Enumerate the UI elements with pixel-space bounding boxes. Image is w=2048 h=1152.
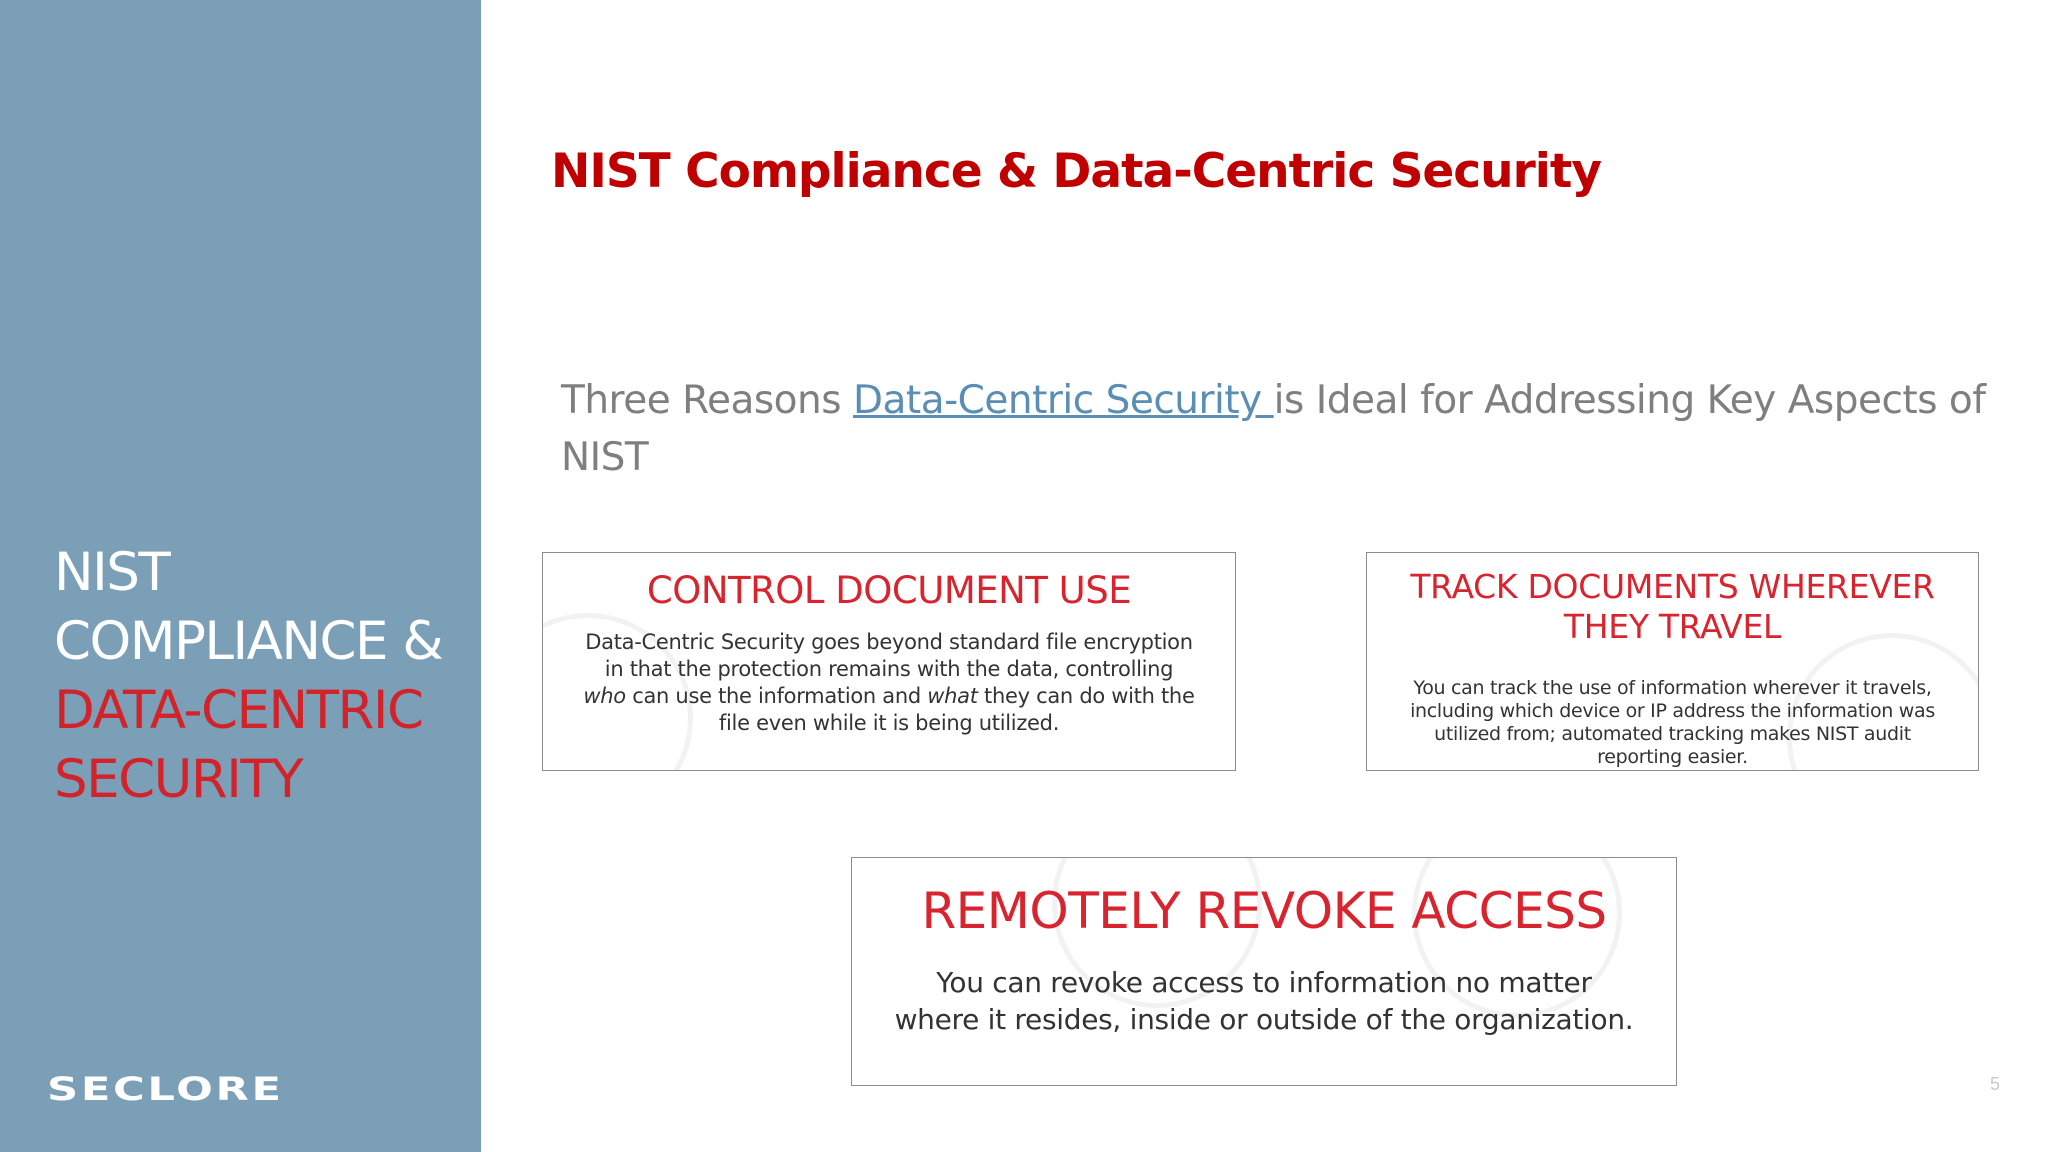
card-control-document-use [542, 552, 1236, 771]
card-text: You can track the use of information wherever it travels, including which device or IP address the information was utilized from; automated tracking makes NIST audit reporting easier. [1410, 677, 1935, 768]
slide-subtitle [561, 372, 1991, 486]
sidebar-title-line-1: NIST [54, 542, 170, 603]
subtitle-text-end: is Ideal for Addressing Key Aspects of NIST [561, 378, 1986, 480]
page-title: NIST Compliance & Data-Centric Security [551, 144, 1602, 199]
subtitle-text-start: Three Reasons [561, 378, 853, 423]
data-centric-security-link[interactable]: Data-Centric Security [852, 378, 1274, 423]
sidebar-title-line-3: DATA-CENTRIC [54, 680, 423, 741]
card-track-documents [1366, 552, 1979, 771]
page-number: 5 [1990, 1074, 2001, 1094]
card-heading: TRACK DOCUMENTS WHEREVER THEY TRAVEL [1410, 567, 1935, 646]
card-heading: CONTROL DOCUMENT USE [646, 569, 1132, 612]
sidebar-title-line-4: SECURITY [54, 749, 303, 810]
card-remotely-revoke-access [851, 857, 1677, 1086]
seclore-logo: SECLORE [47, 1070, 284, 1108]
card-heading: REMOTELY REVOKE ACCESS [921, 882, 1607, 940]
card-text: You can revoke access to information no matter where it resides, inside or outside of the organization. [894, 966, 1634, 1036]
sidebar-title [54, 538, 474, 814]
sidebar-title-line-2: COMPLIANCE & [54, 611, 443, 672]
card-text: Data-Centric Security goes beyond standard file encryption in that the protection remains with the data, controlling who can use the information and what they can do with the file even while it is being utilized. [583, 630, 1195, 735]
sidebar [0, 0, 481, 1152]
